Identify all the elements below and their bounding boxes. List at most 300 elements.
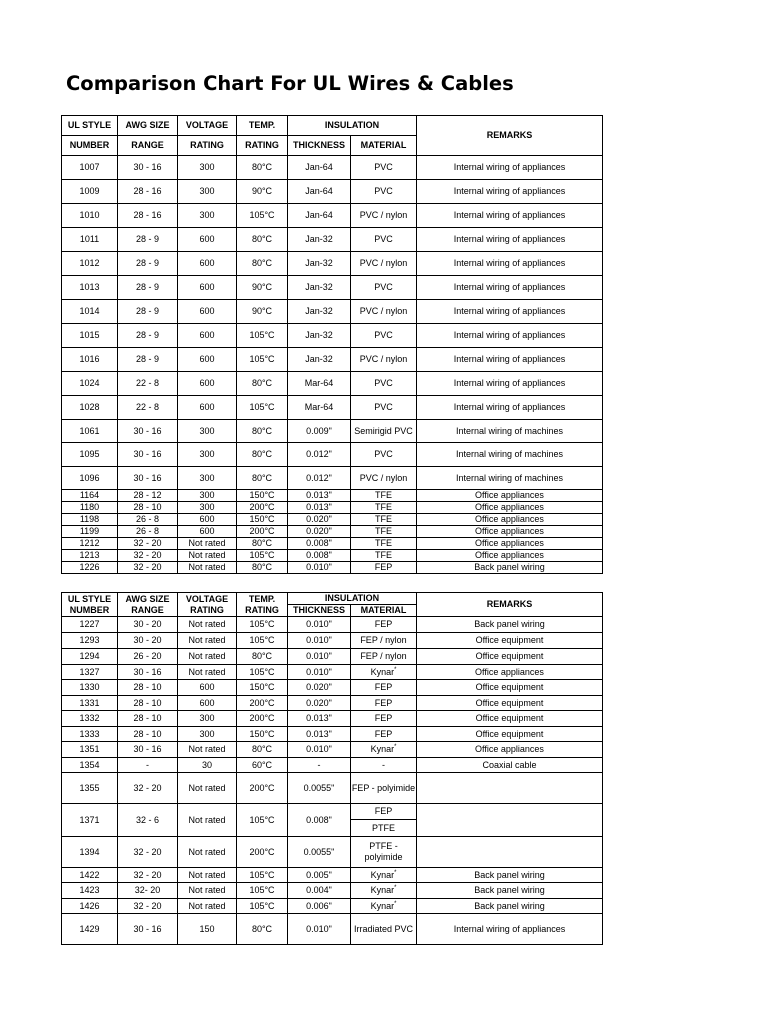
awg-range-cell: 32 - 20 [118, 868, 178, 883]
header-ul-style-number: UL STYLE NUMBER [62, 593, 118, 617]
voltage-cell: 300 [178, 420, 237, 443]
table-row [62, 804, 603, 837]
table-row [62, 348, 603, 372]
temp-cell: 150°C [237, 680, 288, 696]
header-temp-rating: TEMP. RATING [237, 593, 288, 617]
awg-range-cell: 28 - 9 [118, 324, 178, 348]
voltage-cell: Not rated [178, 899, 237, 914]
temp-cell: 105°C [237, 550, 288, 562]
ul-style-cell: 1012 [62, 252, 118, 276]
table-row [62, 727, 603, 742]
header-remarks: REMARKS [417, 593, 603, 617]
remarks-cell: Internal wiring of appliances [417, 914, 603, 945]
remarks-cell [417, 837, 603, 868]
header-voltage-rating: RATING [178, 136, 237, 156]
remarks-cell: Internal wiring of appliances [417, 204, 603, 228]
material-cell: FEP [351, 727, 417, 742]
material-cell: FEP [351, 680, 417, 696]
temp-cell: 80°C [237, 252, 288, 276]
ul-style-cell: 1226 [62, 562, 118, 574]
kynar-mark: * [394, 666, 397, 673]
remarks-cell: Internal wiring of machines [417, 443, 603, 467]
awg-range-cell: 28 - 10 [118, 502, 178, 514]
page-title: Comparison Chart For UL Wires & Cables [66, 72, 514, 95]
table-row [62, 665, 603, 680]
thickness-cell: 0.013" [288, 490, 351, 502]
material-cell [351, 804, 417, 837]
temp-cell: 105°C [237, 617, 288, 633]
remarks-cell: Office equipment [417, 649, 603, 665]
material-cell: TFE [351, 550, 417, 562]
material-cell: Kynar* [351, 742, 417, 758]
thickness-cell: 0.008" [288, 550, 351, 562]
remarks-cell: Internal wiring of appliances [417, 348, 603, 372]
remarks-cell: Back panel wiring [417, 617, 603, 633]
header-number: NUMBER [62, 136, 118, 156]
ul-style-cell: 1028 [62, 396, 118, 420]
material-cell: TFE [351, 502, 417, 514]
header-voltage-rating: VOLTAGE RATING [178, 593, 237, 617]
table-row [62, 443, 603, 467]
material-cell: TFE [351, 490, 417, 502]
awg-range-cell: 30 - 20 [118, 617, 178, 633]
thickness-cell: Jan-32 [288, 324, 351, 348]
ul-style-cell: 1009 [62, 180, 118, 204]
material-cell: FEP / nylon [351, 633, 417, 649]
awg-range-cell: 28 - 9 [118, 252, 178, 276]
voltage-cell: 600 [178, 372, 237, 396]
voltage-cell: Not rated [178, 804, 237, 837]
awg-range-cell: 32 - 20 [118, 773, 178, 804]
table-row [62, 914, 603, 945]
material-cell: FEP [351, 696, 417, 711]
table-row [62, 633, 603, 649]
ul-style-cell: 1429 [62, 914, 118, 945]
ul-style-cell: 1198 [62, 514, 118, 526]
material-cell: PVC [351, 156, 417, 180]
voltage-cell: 600 [178, 348, 237, 372]
header-ul-style: UL STYLE [62, 116, 118, 136]
remarks-cell: Coaxial cable [417, 758, 603, 773]
awg-range-cell: 30 - 16 [118, 156, 178, 180]
header-material: MATERIAL [351, 136, 417, 156]
remarks-cell: Internal wiring of appliances [417, 252, 603, 276]
voltage-cell: Not rated [178, 562, 237, 574]
voltage-cell: Not rated [178, 868, 237, 883]
awg-range-cell: 32 - 6 [118, 804, 178, 837]
thickness-cell: 0.008" [288, 804, 351, 837]
remarks-cell: Office appliances [417, 502, 603, 514]
remarks-cell [417, 773, 603, 804]
voltage-cell: Not rated [178, 837, 237, 868]
awg-range-cell: 32 - 20 [118, 837, 178, 868]
material-cell: PVC [351, 228, 417, 252]
awg-range-cell: 28 - 16 [118, 180, 178, 204]
remarks-cell: Internal wiring of appliances [417, 324, 603, 348]
table-row [62, 467, 603, 490]
header-material: MATERIAL [351, 605, 417, 617]
header-range: RANGE [118, 136, 178, 156]
temp-cell: 80°C [237, 420, 288, 443]
thickness-cell: 0.0055" [288, 773, 351, 804]
ul-style-cell: 1294 [62, 649, 118, 665]
material-cell: FEP [351, 562, 417, 574]
temp-cell: 150°C [237, 514, 288, 526]
temp-cell: 150°C [237, 727, 288, 742]
ul-style-cell: 1293 [62, 633, 118, 649]
material-cell: Kynar* [351, 883, 417, 899]
voltage-cell: Not rated [178, 773, 237, 804]
voltage-cell: Not rated [178, 883, 237, 899]
awg-range-cell: 22 - 8 [118, 396, 178, 420]
table-row [62, 538, 603, 550]
header-awg-size: AWG SIZE [118, 116, 178, 136]
material-cell: - [351, 758, 417, 773]
voltage-cell: 600 [178, 252, 237, 276]
awg-range-cell: 28 - 9 [118, 300, 178, 324]
temp-cell: 200°C [237, 711, 288, 727]
voltage-cell: 600 [178, 324, 237, 348]
awg-range-cell: 28 - 10 [118, 727, 178, 742]
temp-cell: 80°C [237, 742, 288, 758]
material-cell: FEP [351, 711, 417, 727]
ul-style-cell: 1426 [62, 899, 118, 914]
header-awg-size-range: AWG SIZE RANGE [118, 593, 178, 617]
ul-style-cell: 1180 [62, 502, 118, 514]
thickness-cell: Jan-64 [288, 180, 351, 204]
table-row [62, 742, 603, 758]
voltage-cell: Not rated [178, 633, 237, 649]
awg-range-cell: 22 - 8 [118, 372, 178, 396]
thickness-cell: Jan-64 [288, 204, 351, 228]
ul-style-cell: 1423 [62, 883, 118, 899]
temp-cell: 90°C [237, 300, 288, 324]
table-row [62, 696, 603, 711]
ul-style-cell: 1010 [62, 204, 118, 228]
thickness-cell: 0.020" [288, 526, 351, 538]
ul-style-cell: 1327 [62, 665, 118, 680]
thickness-cell: Jan-32 [288, 348, 351, 372]
remarks-cell: Back panel wiring [417, 899, 603, 914]
thickness-cell: Jan-32 [288, 300, 351, 324]
remarks-cell: Internal wiring of appliances [417, 396, 603, 420]
awg-range-cell: 28 - 10 [118, 696, 178, 711]
temp-cell: 80°C [237, 372, 288, 396]
remarks-cell: Office equipment [417, 633, 603, 649]
awg-range-cell: 26 - 20 [118, 649, 178, 665]
thickness-cell: Jan-64 [288, 156, 351, 180]
table-row [62, 300, 603, 324]
thickness-cell: 0.006" [288, 899, 351, 914]
ul-style-cell: 1016 [62, 348, 118, 372]
temp-cell: 105°C [237, 324, 288, 348]
ul-style-cell: 1354 [62, 758, 118, 773]
thickness-cell: 0.010" [288, 617, 351, 633]
material-cell: TFE [351, 538, 417, 550]
header-temp: TEMP. [237, 116, 288, 136]
ul-wires-table-1 [61, 115, 603, 574]
ul-style-cell: 1199 [62, 526, 118, 538]
table-row [62, 711, 603, 727]
kynar-mark: * [394, 869, 397, 876]
voltage-cell: 300 [178, 467, 237, 490]
remarks-cell: Internal wiring of appliances [417, 228, 603, 252]
kynar-mark: * [394, 900, 397, 907]
material-cell: Kynar* [351, 899, 417, 914]
table-row [62, 550, 603, 562]
ul-style-cell: 1355 [62, 773, 118, 804]
awg-range-cell: 28 - 9 [118, 228, 178, 252]
table-row [62, 562, 603, 574]
temp-cell: 105°C [237, 804, 288, 837]
temp-cell: 200°C [237, 526, 288, 538]
thickness-cell: 0.010" [288, 742, 351, 758]
thickness-cell: - [288, 758, 351, 773]
voltage-cell: 600 [178, 300, 237, 324]
voltage-cell: Not rated [178, 742, 237, 758]
table-row [62, 228, 603, 252]
ul-style-cell: 1024 [62, 372, 118, 396]
material-cell: PVC [351, 396, 417, 420]
remarks-cell: Office appliances [417, 742, 603, 758]
material-value-primary: FEP [351, 804, 416, 820]
voltage-cell: 300 [178, 711, 237, 727]
thickness-cell: 0.020" [288, 514, 351, 526]
remarks-cell: Office appliances [417, 538, 603, 550]
awg-range-cell: 28 - 10 [118, 711, 178, 727]
ul-style-cell: 1371 [62, 804, 118, 837]
temp-cell: 105°C [237, 396, 288, 420]
material-cell: PVC / nylon [351, 467, 417, 490]
awg-range-cell: 32 - 20 [118, 538, 178, 550]
ul-style-cell: 1332 [62, 711, 118, 727]
remarks-cell: Back panel wiring [417, 562, 603, 574]
table-row [62, 526, 603, 538]
awg-range-cell: 28 - 9 [118, 276, 178, 300]
table-row [62, 617, 603, 633]
voltage-cell: 150 [178, 914, 237, 945]
thickness-cell: 0.010" [288, 914, 351, 945]
awg-range-cell: - [118, 758, 178, 773]
awg-range-cell: 26 - 8 [118, 514, 178, 526]
voltage-cell: 600 [178, 696, 237, 711]
temp-cell: 200°C [237, 502, 288, 514]
temp-cell: 200°C [237, 696, 288, 711]
table-row [62, 514, 603, 526]
awg-range-cell: 30 - 20 [118, 633, 178, 649]
remarks-cell: Office equipment [417, 711, 603, 727]
awg-range-cell: 30 - 16 [118, 665, 178, 680]
voltage-cell: 300 [178, 443, 237, 467]
voltage-cell: 30 [178, 758, 237, 773]
temp-cell: 80°C [237, 443, 288, 467]
awg-range-cell: 28 - 9 [118, 348, 178, 372]
ul-style-cell: 1213 [62, 550, 118, 562]
ul-style-cell: 1333 [62, 727, 118, 742]
awg-range-cell: 32 - 20 [118, 550, 178, 562]
temp-cell: 80°C [237, 538, 288, 550]
material-cell: PVC [351, 443, 417, 467]
thickness-cell: 0.010" [288, 562, 351, 574]
remarks-cell: Office appliances [417, 665, 603, 680]
header-remarks: REMARKS [417, 116, 603, 156]
awg-range-cell: 32 - 20 [118, 562, 178, 574]
thickness-cell: Mar-64 [288, 372, 351, 396]
material-cell: TFE [351, 514, 417, 526]
material-cell: FEP - polyimide [351, 773, 417, 804]
table-row [62, 372, 603, 396]
remarks-cell: Office appliances [417, 514, 603, 526]
voltage-cell: Not rated [178, 538, 237, 550]
table-row [62, 680, 603, 696]
thickness-cell: 0.010" [288, 665, 351, 680]
awg-range-cell: 26 - 8 [118, 526, 178, 538]
voltage-cell: 600 [178, 228, 237, 252]
thickness-cell: 0.0055" [288, 837, 351, 868]
voltage-cell: Not rated [178, 617, 237, 633]
temp-cell: 105°C [237, 899, 288, 914]
table-row [62, 324, 603, 348]
material-cell: TFE [351, 526, 417, 538]
ul-style-cell: 1164 [62, 490, 118, 502]
table-row [62, 649, 603, 665]
thickness-cell: 0.012" [288, 467, 351, 490]
temp-cell: 80°C [237, 228, 288, 252]
thickness-cell: 0.008" [288, 538, 351, 550]
ul-style-cell: 1007 [62, 156, 118, 180]
ul-style-cell: 1015 [62, 324, 118, 348]
kynar-mark: * [394, 885, 397, 891]
material-cell: Irradiated PVC [351, 914, 417, 945]
thickness-cell: Mar-64 [288, 396, 351, 420]
awg-range-cell: 28 - 12 [118, 490, 178, 502]
remarks-cell: Office equipment [417, 727, 603, 742]
ul-style-cell: 1096 [62, 467, 118, 490]
ul-style-cell: 1351 [62, 742, 118, 758]
remarks-cell: Internal wiring of appliances [417, 156, 603, 180]
temp-cell: 200°C [237, 837, 288, 868]
awg-range-cell: 30 - 16 [118, 420, 178, 443]
table-row [62, 883, 603, 899]
temp-cell: 105°C [237, 868, 288, 883]
voltage-cell: 300 [178, 156, 237, 180]
thickness-cell: 0.012" [288, 443, 351, 467]
material-cell: FEP [351, 617, 417, 633]
ul-style-cell: 1330 [62, 680, 118, 696]
thickness-cell: 0.020" [288, 696, 351, 711]
thickness-cell: 0.013" [288, 711, 351, 727]
voltage-cell: 600 [178, 526, 237, 538]
awg-range-cell: 28 - 10 [118, 680, 178, 696]
remarks-cell: Back panel wiring [417, 868, 603, 883]
voltage-cell: Not rated [178, 550, 237, 562]
voltage-cell: 600 [178, 514, 237, 526]
remarks-cell: Office appliances [417, 490, 603, 502]
table-row [62, 420, 603, 443]
material-cell: PVC [351, 180, 417, 204]
thickness-cell: Jan-32 [288, 252, 351, 276]
table-row [62, 252, 603, 276]
remarks-cell: Office equipment [417, 696, 603, 711]
awg-range-cell: 30 - 16 [118, 742, 178, 758]
remarks-cell: Office appliances [417, 526, 603, 538]
thickness-cell: 0.005" [288, 868, 351, 883]
remarks-cell: Internal wiring of machines [417, 420, 603, 443]
awg-range-cell: 30 - 16 [118, 914, 178, 945]
table-row [62, 868, 603, 883]
awg-range-cell: 30 - 16 [118, 467, 178, 490]
material-cell: PVC / nylon [351, 300, 417, 324]
temp-cell: 80°C [237, 467, 288, 490]
voltage-cell: 300 [178, 502, 237, 514]
thickness-cell: 0.013" [288, 727, 351, 742]
ul-style-cell: 1331 [62, 696, 118, 711]
ul-style-cell: 1422 [62, 868, 118, 883]
awg-range-cell: 32 - 20 [118, 899, 178, 914]
temp-cell: 150°C [237, 490, 288, 502]
remarks-cell: Internal wiring of machines [417, 467, 603, 490]
thickness-cell: 0.009" [288, 420, 351, 443]
voltage-cell: 300 [178, 180, 237, 204]
material-cell: PTFE - polyimide [351, 837, 417, 868]
material-cell: PVC / nylon [351, 348, 417, 372]
material-cell: Semirigid PVC [351, 420, 417, 443]
temp-cell: 80°C [237, 562, 288, 574]
material-cell: PVC [351, 372, 417, 396]
voltage-cell: 300 [178, 204, 237, 228]
ul-style-cell: 1011 [62, 228, 118, 252]
voltage-cell: 300 [178, 490, 237, 502]
table-row [62, 490, 603, 502]
thickness-cell: 0.004" [288, 883, 351, 899]
ul-style-cell: 1394 [62, 837, 118, 868]
material-cell: Kynar* [351, 868, 417, 883]
voltage-cell: 300 [178, 727, 237, 742]
temp-cell: 80°C [237, 649, 288, 665]
kynar-mark: * [394, 744, 397, 750]
material-cell: Kynar* [351, 665, 417, 680]
table-row [62, 276, 603, 300]
ul-wires-table-2 [61, 592, 603, 945]
thickness-cell: 0.013" [288, 502, 351, 514]
remarks-cell: Office equipment [417, 680, 603, 696]
temp-cell: 105°C [237, 348, 288, 372]
temp-cell: 90°C [237, 180, 288, 204]
material-cell: FEP / nylon [351, 649, 417, 665]
remarks-cell: Back panel wiring [417, 883, 603, 899]
table-row [62, 180, 603, 204]
temp-cell: 80°C [237, 156, 288, 180]
thickness-cell: 0.010" [288, 649, 351, 665]
thickness-cell: 0.020" [288, 680, 351, 696]
temp-cell: 60°C [237, 758, 288, 773]
header-thickness: THICKNESS [288, 136, 351, 156]
awg-range-cell: 28 - 16 [118, 204, 178, 228]
header-insulation: INSULATION [288, 593, 417, 605]
header-voltage: VOLTAGE [178, 116, 237, 136]
thickness-cell: Jan-32 [288, 228, 351, 252]
table-row [62, 837, 603, 868]
ul-style-cell: 1227 [62, 617, 118, 633]
temp-cell: 105°C [237, 633, 288, 649]
ul-style-cell: 1095 [62, 443, 118, 467]
header-insulation: INSULATION [288, 116, 417, 136]
header-thickness: THICKNESS [288, 605, 351, 617]
material-value-secondary: PTFE [371, 823, 395, 833]
thickness-cell: 0.010" [288, 633, 351, 649]
table-row [62, 773, 603, 804]
table-row [62, 758, 603, 773]
